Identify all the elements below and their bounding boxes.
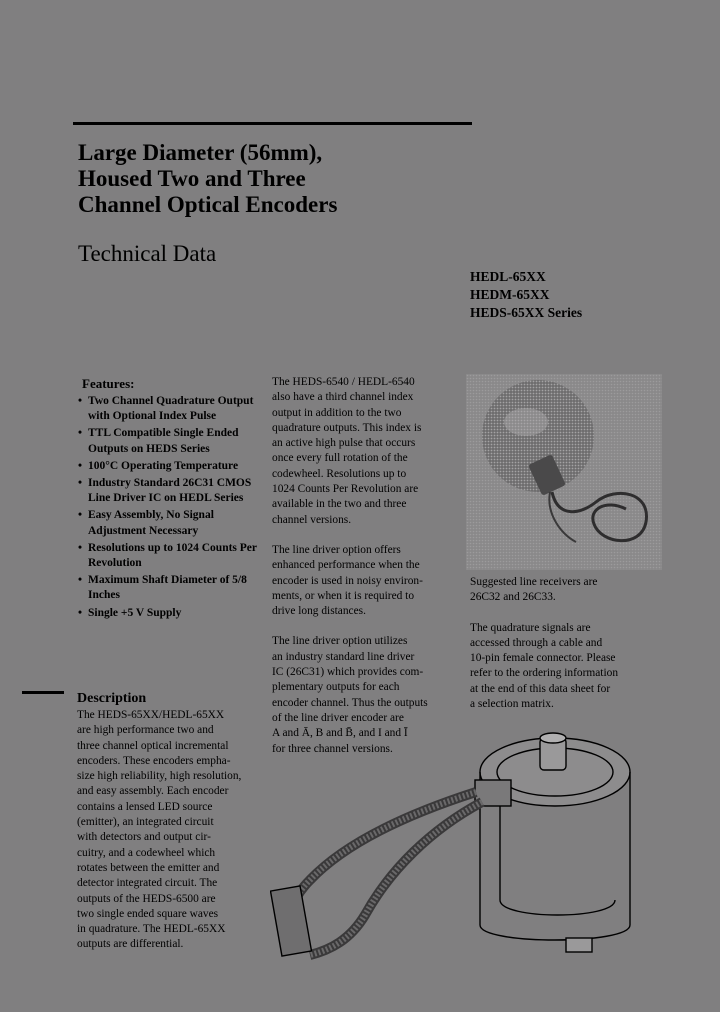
description-body: The HEDS-65XX/HEDL-65XX are high performance two and three channel optical incremental encoders. These encoders empha- size high reliability, high resolution, and easy assembly. Each encoder contains a lensed LED source (emitter), an integrated circuit with detectors and output cir- cuitry, and a codewheel which rotates between the emitter and detector integrated circuit. The outputs of the HEDS-6500 are two single ended square waves in quadrature. The HEDL-65XX outputs are differential. [77, 709, 242, 951]
title-line-3: Channel Optical Encoders [78, 192, 338, 217]
title-line-2: Housed Two and Three [78, 166, 306, 191]
title-line-1: Large Diameter (56mm), [78, 140, 323, 165]
quadrature-signals-paragraph: The quadrature signals are accessed through a cable and 10-pin female connector. Please refer to the ordering information at the end of this data sheet for a selection matrix. [470, 621, 619, 711]
document-title [78, 140, 498, 218]
part-numbers [470, 268, 582, 322]
column-2 [272, 375, 457, 772]
line-driver-ic-paragraph: The line driver option utilizes an industry standard line driver IC (26C31) which provides com- plementary outputs for each encoder channel. Thus the outputs of the line driver encoder are A and Ā, B and B̄, and I and Ī for three channel versions. [272, 635, 428, 755]
feature-item: • Single +5 V Supply [78, 606, 263, 621]
feature-item: • Easy Assembly, No Signal Adjustment Necessary [78, 508, 263, 538]
line-driver-paragraph: The line driver option offers enhanced performance when the encoder is used in noisy environ- ments, or when it is required to drive long distances. [272, 543, 423, 618]
index-channel-paragraph: The HEDS-6540 / HEDL-6540 also have a third channel index output in addition to the two quadrature outputs. This index is an active high pulse that occurs once every full rotation of the codewheel. Resolutions up to 1024 Counts Per Revolution are available in the two and three channel versions. [272, 376, 422, 526]
encoder-illustration [270, 720, 650, 1010]
feature-item: • TTL Compatible Single Ended Outputs on HEDS Series [78, 426, 263, 456]
part-number-hedm: HEDM-65XX [470, 287, 550, 302]
section-rule [22, 691, 64, 694]
part-number-heds: HEDS-65XX Series [470, 305, 583, 320]
features-heading: Features: [82, 376, 135, 391]
description-heading: Description [77, 691, 147, 706]
feature-item: • Maximum Shaft Diameter of 5/8 Inches [78, 573, 263, 603]
features-list [78, 394, 263, 621]
column-3 [470, 575, 655, 727]
features-section [78, 376, 263, 623]
description-section [77, 690, 262, 953]
encoder-photo [466, 374, 662, 570]
feature-item: • 100°C Operating Temperature [78, 459, 263, 474]
part-number-hedl: HEDL-65XX [470, 269, 546, 284]
header-rule [73, 122, 472, 125]
feature-item: • Industry Standard 26C31 CMOS Line Driver IC on HEDL Series [78, 476, 263, 506]
feature-item: • Resolutions up to 1024 Counts Per Revolution [78, 541, 263, 571]
line-receivers-paragraph: Suggested line receivers are 26C32 and 26C33. [470, 576, 598, 604]
document-subtitle: Technical Data [78, 241, 217, 266]
feature-item: • Two Channel Quadrature Output with Optional Index Pulse [78, 394, 263, 424]
